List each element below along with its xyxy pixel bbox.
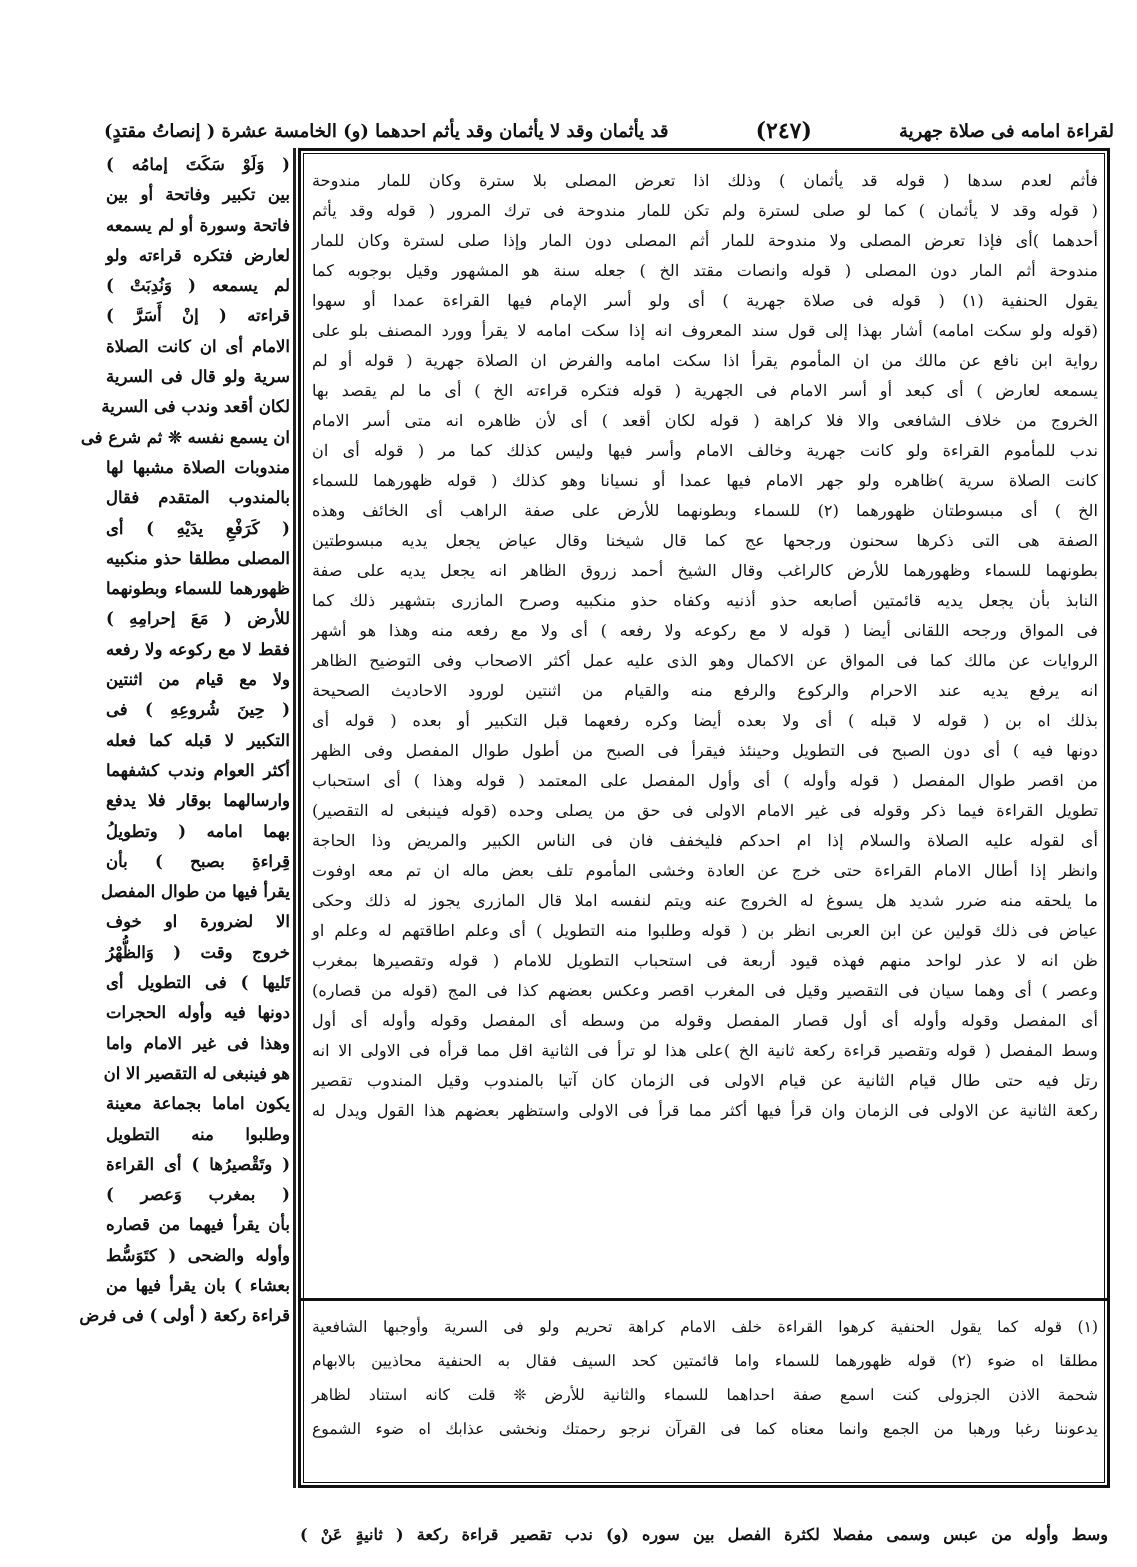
text-line: أى لقوله عليه الصلاة والسلام إذا ام احدكم فليخفف فان فى الناس الكبير والمريض وذا الحاجة [312,831,1098,850]
margin-line: لم يسمعه ( وَنُدِبَتْ ) [106,276,290,296]
margin-line: وارسالهما بوقار فلا يدفع [106,791,290,811]
margin-line: بهما امامه ( وتطويلُ [106,821,290,841]
margin-line: بين تكبير وفاتحة أو بين [106,185,290,205]
text-line: الروايات عن مالك كما فى المواق عن الاكمال وهو الذى عليه عمل أكثر الاصحاب وفى التوضيح الظاهر [312,651,1098,670]
margin-line: ( بمغرب وَعصر ) [106,1185,290,1205]
footnote-separator [300,1298,1108,1301]
text-line: دونها فيه ) أى دون الصبح فى التطويل وحينئذ فيقرأ فى الصبح من أطول طوال المفصل وفى الظهر [312,741,1098,760]
margin-line: قراءته ( إنْ أَسَرَّ ) [106,306,290,326]
margin-line: الا لضرورة او خوف [106,912,290,932]
margin-line: دونها فيه وأوله الحجرات [106,1003,290,1023]
footnote-line: يدعوننا رغبا ورهبا من الجمع وانما معناه كما فى القرآن نرجو رحمتك ونخشى عذابك اه ضوء الشموع [312,1420,1098,1438]
margin-line: هو فينبغى له التقصير الا ان [103,1063,290,1083]
margin-line: فاتحة وسورة أو لم يسمعه [106,215,290,235]
margin-line: بأن يقرأ فيهما من قصاره [106,1215,290,1235]
text-line: وعصر ) أى وهما سيان فى التقصير وقيل فى المغرب اقصر وعكس بعضهم كذا فى المج (قوله من قصاره) [312,981,1098,1000]
text-line: وسط المفصل ( قوله وتقصير قراءة ركعة ثانية الخ )على هذا لو ترأ فى الثانية اقل مما قرأه فى الاولى الا انه [312,1041,1098,1060]
footnote-line: مطلقا اه ضوء (٢) قوله ظهورهما للسماء واما قائمتين كحد السيف فقال به الحنفية محاذيين بالابهام [312,1352,1098,1370]
margin-line: وهذا فى غير الامام واما [106,1033,290,1053]
page-number: (٢٤٧) [755,118,812,144]
text-line: وانظر إذا أطال الامام القراءة حتى خرج عن العادة وخشى المأموم تلف بعض ماله ان تم معه اوفوت [312,861,1098,880]
text-line: أى المفصل وقوله وأوله أى أول قصار المفصل وقوله من وسطه أى المفصل وقوله وأوله أى أول [312,1011,1098,1030]
text-line: فأثم لعدم سدها ( قوله قد يأثمان ) وذلك اذا تعرض المصلى بلا سترة وكان للمار مندوحة [312,171,1098,190]
text-line: بذلك اه بن ( قوله لا قبله ) أى ولا بعده أيضا وكره رفعهما قبل التكبير أو بعده ( قوله أى [312,711,1098,730]
margin-line: لعارض فتكره قراءته ولو [106,245,290,265]
margin-line: بالمندوب المتقدم فقال [106,488,290,508]
margin-line: وطلبوا منه التطويل [106,1124,290,1144]
margin-line: وأوله والضحى ( كتَوَسُّط [106,1245,290,1265]
text-line: عياض فى ذلك قولين عن ابن العربى انظر بن ( قوله وطلبوا منه التطويل ) أى وعلم اطاقتهم له وعلم او [312,921,1098,940]
margin-line: ان يسمع نفسه ❊ ثم شرع فى [80,427,290,447]
margin-line: للأرض ( مَعَ إحرامِهِ ) [106,609,290,629]
margin-line: بعشاء ) بان يقرأ فيها من [106,1275,290,1295]
margin-line: ( وَلَوْ سَكَتَ إمامُه ) [106,155,290,174]
margin-line: الامام أى ان كانت الصلاة [106,336,290,356]
text-line: يسمعه لعارض ) أى كبعد أو أسر الامام فى الجهرية ( قوله فتكره قراءته الخ ) أى ما لم يقصد بها [312,381,1098,400]
margin-line: فقط لا مع ركوعه ولا رفعه [106,639,290,659]
bottom-line: وسط وأوله من عبس وسمى مفصلا لكثرة الفصل بين سوره (و) ندب تقصير قراءة ركعة ( ثانيةٍ عَنْ ) [300,1525,1109,1544]
bottom-line-block [300,1520,1108,1550]
text-line: الخروج من خلاف الشافعى والا فلا كراهة ( قوله لكان أقعد ) أى لأن ظاهره انه متى أسر الامام [312,411,1098,430]
text-line: رتل فيه حتى طال قيام الثانية عن قيام الاولى فى الزمان كان آتيا بالمندوب وقيل المندوب تقصير [312,1071,1098,1090]
footnotes [312,1310,1098,1446]
header-right-text: قد يأثمان وقد لا يأثمان وقد يأثم احدهما (و) الخامسة عشرة ( إنصاتُ مقتدٍ) [104,120,669,142]
text-line: ( قوله وقد لا يأثمان ) كما لو صلى لسترة ولم تكن للمار مندوحة فى ترك المرور ( قوله وقد يأثم [312,201,1098,220]
text-line: فى المواق ورجحه اللقانى أيضا ( قوله لا مع ركوعه ولا رفعه ) أى ولا مع رفعه منه وهذا هو أشهر [312,621,1098,640]
text-line: النابذ بأن يجعل يديه قائمتين أصابعه حذو أذنيه وكفاه حذو منكبيه وصرح المازرى بتشهير ذلك كما [312,591,1098,610]
running-header [104,116,1114,146]
text-line: أحدهما )أى فإذا تعرض المصلى ولا مندوحة للمار أثم المصلى دون المار وإذا صلى لسترة وكان للمار [312,231,1098,250]
margin-line: يكون اماما بجماعة معينة [106,1094,290,1114]
text-line: (قوله ولو سكت امامه) أشار بهذا إلى قول سند المعروف انه إذا سكت امامه لا يقرأ وورد المصنف بلو على [312,321,1098,340]
text-line: من اقصر طوال المفصل ( قوله وأوله ) أى وأول المفصل على المعتمد ( قوله وهذا ) أى استحباب [312,771,1098,790]
margin-line: تَليها ) فى التطويل أى [106,973,290,993]
text-line: يقول الحنفية (١) ( قوله فى صلاة جهرية ) أى ولو أسر الإمام فيها القراءة عمدا أو سهوا [312,291,1098,310]
margin-line: سرية ولو قال فى السرية [106,367,290,387]
commentary-text [312,166,1098,1126]
text-line: الصفة هى التى ذكرها سحنون ورجحها عج كما قال شيخنا وقال عياض يجعل يديه مبسوطتين [312,531,1098,550]
margin-line: مندوبات الصلاة مشبها لها [106,457,290,477]
column-divider [293,148,296,1488]
margin-line: قِراءةِ بصبح ) بأن [106,851,290,871]
margin-line: قراءة ركعة ( أولى ) فى فرض [79,1306,290,1326]
text-line: مندوحة أثم المار دون المصلى ( قوله وانصات مقتد الخ ) جعله سنة هو المشهور وقيل بوجوبه كما [312,261,1098,280]
text-line: تطويل القراءة فيما ذكر وقوله فى غير الامام الاولى فى حق من يصلى وحده (قوله فينبغى له التقصير) [312,801,1098,820]
margin-line: ( كَرَفْعِ يدَيْهِ ) أى [106,518,290,538]
text-line: ندب للمأموم القراءة ولو كانت جهرية وخالف الامام وأسر فيها وليس كذلك كما مر ( قوله أى ان [312,441,1098,460]
margin-line: ( حِينَ شُروعِهِ ) فى [106,700,290,720]
margin-line: التكبير لا قبله كما فعله [106,730,290,750]
text-line: ركعة الثانية عن الاولى فى الزمان وان قرأ فيها أكثر مما قرأ فى الاولى واستظهر بعضهم هذا القول ويدل له [312,1101,1098,1120]
margin-line: ولا مع قيام من اثنتين [106,670,290,690]
header-left-text: لقراءة امامه فى صلاة جهرية [899,120,1114,142]
text-line: الخ ) أى مبسوطتان ظهورهما (٢) للسماء وبطونهما للأرض على صفة الراهب أى الخائف وهذه [312,501,1098,520]
margin-line: يقرأ فيها من طوال المفصل [100,882,290,902]
margin-line: أكثر العوام وندب كشفهما [106,760,290,780]
text-line: ما يلحقه منه ضرر شديد هل يسوغ له الخروج عنه ويتم لنفسه املا قال المازرى يجوز له ذلك وحكى [312,891,1098,910]
text-line: رواية ابن نافع عن مالك من ان المأموم يقرأ اذا سكت امامه والفرض ان الصلاة جهرية ( قوله أو لم [312,351,1098,370]
margin-line: المصلى مطلقا حذو منكبيه [106,548,290,568]
text-line: كانت الصلاة سرية )ظاهره ولو جهر الامام فيها عمدا أو نسيانا وهو كذلك ( قوله ظهورهما للسماء [312,471,1098,490]
text-line: ظن انه لا عذر لواحد منهم فهذه قيود أربعة فى استحباب التطويل للامام ( قوله وتقصيرها بمغرب [312,951,1098,970]
footnote-line: (١) قوله كما يقول الحنفية كرهوا القراءة خلف الامام كراهة تحريم ولو فى السرية وأوجبها الشافعية [312,1318,1098,1336]
text-line: انه يرفع يديه عند الاحرام والركوع والرفع منه والقيام من اثنتين لورود الاحاديث الصحيحة [312,681,1098,700]
margin-line: ( وتَقْصيرُها ) أى القراءة [106,1154,290,1174]
margin-line: ظهورهما للسماء وبطونهما [106,579,290,599]
margin-line: خروج وقت ( وَالظُّهْرُ [106,942,290,962]
footnote-line: شحمة الاذن الجزولى كنت اسمع صفة احداهما للسماء والثانية للأرض ❊ قلت كانه استناد لظاهر [312,1386,1098,1404]
text-line: بطونهما للسماء وظهورهما للأرض كالراغب وقال الشيخ أحمد زروق الظاهر انه يجعل يديه على صفة [312,561,1098,580]
margin-text [79,150,290,1332]
margin-line: لكان أقعد وندب فى السرية [101,397,290,417]
